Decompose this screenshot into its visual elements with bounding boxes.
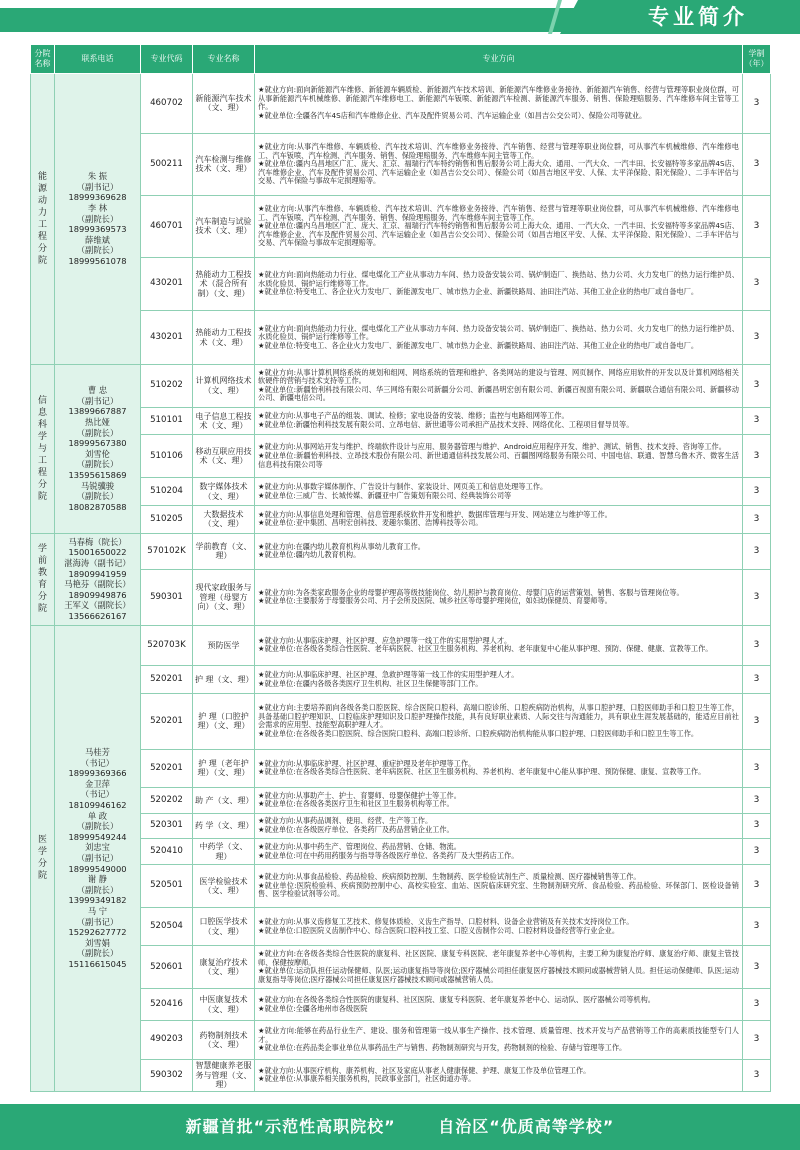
contact-line: 18999369366	[68, 768, 127, 779]
major-direction	[255, 666, 743, 694]
major-name: 热能动力工程技术（文、理）	[193, 311, 255, 364]
major-name: 助 产（文、理）	[193, 788, 255, 814]
major-name: 大数据技术（文、理）	[193, 506, 255, 534]
department-name	[31, 533, 55, 625]
direction-text: ★就业方向:从事义齿修复工艺技术、修复体质检、义齿生产指导、口腔材料、设备企业营销及有关技术支持岗位工作。	[258, 917, 634, 926]
contact-line: （副院长）	[76, 491, 119, 502]
major-name: 热能动力工程技术（混合所有制）（文、理）	[193, 257, 255, 310]
major-years: 3	[743, 74, 771, 134]
direction-text: ★就业单位:三威广告、长城传媒、新疆亚中广告策划有限公司、经典装饰公司等	[258, 490, 512, 500]
contact-line: （副书记）	[76, 852, 119, 863]
contact-line: 马艳芬（副院长）	[64, 579, 131, 590]
major-years: 3	[743, 1021, 771, 1060]
table-row	[31, 693, 771, 749]
contact-line: 刘忠宝	[85, 842, 110, 853]
major-years: 3	[743, 133, 771, 195]
major-code: 520202	[141, 788, 193, 814]
major-years: 3	[743, 749, 771, 788]
department-name-text: 能源动力工程分院	[37, 171, 47, 266]
contact-line: 马锐骥骏	[80, 480, 115, 491]
major-code: 500211	[141, 133, 193, 195]
contact-line: 13566626167	[68, 610, 127, 621]
contact-line: 朱 振	[87, 171, 108, 182]
major-name: 药物制剂技术（文、理）	[193, 1021, 255, 1060]
slogan-right: 自治区“优质高等学校”	[438, 1117, 615, 1136]
major-direction	[255, 407, 743, 435]
major-direction	[255, 989, 743, 1021]
table-row	[31, 311, 771, 364]
department-name	[31, 364, 55, 533]
table-row	[31, 257, 771, 310]
major-code: 510204	[141, 478, 193, 506]
direction-text: ★就业单位:全疆各汽车4S店和汽车维修企业、汽车及配件贸易公司、汽车运输企业（如昌吉公交公司）、保险公司等就业。	[258, 111, 647, 121]
direction-text: ★就业单位:亚中集团、昌明宏创科技、麦趣尔集团、浩博科技等公司。	[258, 518, 483, 528]
major-direction	[255, 788, 743, 814]
table-row	[31, 907, 771, 946]
direction-text: ★就业单位:在各级各类综合性医院、老年病医院、社区卫生服务机构、养老机构、老年康复中心能从事护理、预防保健、康复、宣教等工作。	[258, 767, 706, 777]
contact-line: 13899667887	[68, 406, 127, 417]
major-direction	[255, 625, 743, 666]
direction-text: ★就业方向:从事临床护理、社区护理、重症护理及老年护理等工作。	[258, 758, 476, 768]
col-header-department: 分院名称	[31, 45, 55, 74]
major-direction	[255, 195, 743, 257]
direction-text: ★就业单位:从事康养相关服务机构，民政事业部门，社区街道办等。	[258, 1074, 476, 1084]
contact-line: 湛海涛（副书记）	[64, 558, 131, 568]
col-header-code: 专业代码	[141, 45, 193, 74]
major-name: 汽车制造与试验技术（文、理）	[193, 195, 255, 257]
contact-line: 李 林	[87, 203, 108, 214]
major-direction	[255, 569, 743, 625]
major-code: 520703K	[141, 625, 193, 666]
major-direction	[255, 478, 743, 506]
direction-text: ★就业单位:运动队担任运动保健师、队医;运动康复指导等岗位;医疗器械公司担任康复医疗器械技术顾问或器械营销人员。担任运动保健师、队医;运动康复指导等岗位;医疗器械公司担任康复医疗器械技术顾问或器械营销人员。	[258, 966, 739, 984]
direction-text: ★就业单位:疆内乌昌地区广汇、庞大、汇京、福瑞行汽车特约销售和售后服务公司上海大众、通用、一汽大众、一汽丰田、长安福特等多家品牌4S店、汽车维修企业、汽车及配件贸易公司、汽车运输企业（如昌吉公交公司）、保险公司（如昌吉地区平安、人保、太平洋保险、阳光保险）、二手车评估与交易、汽车保险与事故车定损理赔等。	[258, 159, 739, 186]
direction-text: ★就业方向:从事信息处理和管理、信息管理系统软件开发和维护、数据库管理与开发、网站建立与维护等工作。	[258, 509, 612, 519]
contact-line: 18999567380	[68, 438, 127, 449]
major-years: 3	[743, 435, 771, 478]
major-code: 520504	[141, 907, 193, 946]
contact-line: 18999549000	[68, 863, 127, 874]
major-direction	[255, 907, 743, 946]
direction-text: ★就业方向:面向热能动力行业、煤电煤化工产业从事动力车间、热力设备安装公司、锅炉制造厂、换热站、热力公司、火力发电厂的热力运行维护员、水质化验员、锅炉运行维修等工作。	[258, 270, 739, 288]
contact-line: （副书记）	[76, 395, 119, 406]
major-name: 汽车检测与维修技术（文、理）	[193, 133, 255, 195]
major-years: 3	[743, 865, 771, 908]
major-years: 3	[743, 569, 771, 625]
major-name: 药 学（文、理）	[193, 813, 255, 839]
direction-text: ★就业方向:从事助产士、护士、育婴师、母婴保健护士等工作。	[258, 790, 461, 800]
major-years: 3	[743, 1059, 771, 1091]
major-code: 490203	[141, 1021, 193, 1060]
direction-text: ★就业单位:特变电工、各企业火力发电厂、新能源发电厂、城市热力企业、新疆铁路局、油田注汽站、其他工业企业的热电厂或自备电厂。	[258, 340, 699, 350]
major-name: 预防医学	[193, 625, 255, 666]
major-name: 护 理（文、理）	[193, 666, 255, 694]
contact-line: 刘雪娟	[85, 937, 110, 948]
major-years: 3	[743, 813, 771, 839]
major-code: 520601	[141, 946, 193, 989]
col-header-direction: 专业方向	[255, 45, 743, 74]
department-name-text: 医学分院	[37, 835, 47, 882]
table-body	[31, 74, 771, 1092]
direction-text: ★就业单位:医院检验科、疾病预防控制中心、高校实验室、血站、医院临床研究室、生物制剂研究所、食品检验、药品检验、环保部门、医检设备销售、医学检验试剂等公司。	[258, 880, 739, 899]
major-code: 460702	[141, 74, 193, 134]
table-row	[31, 1059, 771, 1091]
direction-text: ★就业单位:新疆怡利科技、立昂技术股份有限公司、新世通通信科技发展公司、百疆图网络服务有限公司、中国电信、联通、智慧乌鲁木齐、微客生活信息科技有限公司等	[258, 451, 739, 469]
direction-text: ★就业单位:全疆各地州市各级医院	[258, 1003, 368, 1013]
direction-text: ★就业方向:从事计算机网络系统的规划和组网、网络系统的管理和维护、各类网站的建设与管理、网页制作、网络应用软件的开发以及计算机网络相关软硬件的营销与技术支持等工作。	[258, 367, 739, 386]
major-code: 460701	[141, 195, 193, 257]
direction-text: ★就业单位:在各级各类口腔医院、综合医院口腔科、高端口腔诊所、口腔疾病防治机构能从事口腔护理、口腔医师助手和口腔卫生等工作。	[258, 728, 699, 738]
col-header-phone: 联系电话	[55, 45, 141, 74]
major-years: 3	[743, 788, 771, 814]
major-code: 520416	[141, 989, 193, 1021]
major-direction	[255, 749, 743, 788]
table-row	[31, 946, 771, 989]
direction-text: ★就业方向:从事数字媒体制作、广告设计与制作、家装设计、网页美工和信息处理等工作。	[258, 482, 548, 492]
contact-line: （副院长）	[76, 213, 119, 224]
department-contacts	[55, 364, 141, 533]
major-direction	[255, 74, 743, 134]
major-direction	[255, 506, 743, 534]
major-years: 3	[743, 506, 771, 534]
major-code: 520201	[141, 666, 193, 694]
direction-text: ★就业方向:从事汽车维修、车辆质检、汽车技术培训、汽车维修业务接待、汽车销售、经营与管理等职业岗位群，可从事汽车机械维修、汽车维修电工、汽车钣喷、汽车检测、汽车服务、销售、保险理赔服务、汽车维修车间主管等工作。	[258, 141, 739, 160]
contact-line: 刘雪伦	[85, 448, 110, 459]
table-row	[31, 666, 771, 694]
table-row	[31, 813, 771, 839]
contact-line: 13999349182	[68, 895, 127, 906]
table-row	[31, 435, 771, 478]
major-code: 510101	[141, 407, 193, 435]
major-code: 590302	[141, 1059, 193, 1091]
contact-line: 单 政	[87, 810, 108, 821]
major-direction	[255, 311, 743, 364]
major-years: 3	[743, 625, 771, 666]
table-row	[31, 364, 771, 407]
major-years: 3	[743, 989, 771, 1021]
contact-line: 15001650022	[68, 547, 127, 558]
major-years: 3	[743, 195, 771, 257]
direction-text: ★就业方向:在各级各类综合性医院的康复科、社区医院、康复专科医院、老年康复养老中心、运动队、医疗器械公司等机构。	[258, 995, 655, 1005]
direction-text: ★就业单位:在药品类企事业单位从事药品生产与销售、药物制剂研究与开发，药物制剂的检验、存储与管理等工作。	[258, 1043, 627, 1053]
major-name: 康复治疗技术（文、理）	[193, 946, 255, 989]
contact-line: 王军义（副院长）	[64, 600, 131, 611]
contact-line: 曹 忠	[87, 385, 108, 396]
major-name: 现代家政服务与管理（母婴方向）（文、理）	[193, 569, 255, 625]
contact-line: 热比娅	[85, 417, 110, 428]
major-name: 护 理（老年护理）（文、理）	[193, 749, 255, 788]
major-direction	[255, 865, 743, 908]
contact-line: 18999561078	[68, 256, 127, 267]
direction-text: ★就业单位:口腔医院义齿制作中心、综合医院口腔科技工室、口腔义齿制作公司、口腔材料设备经营等行业企业。	[258, 925, 620, 935]
major-name: 中医康复技术（文、理）	[193, 989, 255, 1021]
contact-line: （副院长）	[76, 459, 119, 470]
major-direction	[255, 693, 743, 749]
direction-text: ★就业方向:从事中药生产、管理岗位、药品营销、仓储、物流。	[258, 842, 461, 852]
major-name: 中药学（文、理）	[193, 839, 255, 865]
major-direction	[255, 533, 743, 569]
page-header	[0, 0, 800, 34]
contact-line: 18999549244	[68, 831, 127, 842]
table-row	[31, 1021, 771, 1060]
footer-slogans	[0, 1104, 800, 1150]
major-years: 3	[743, 666, 771, 694]
major-years: 3	[743, 839, 771, 865]
contact-line: （副书记）	[76, 181, 119, 192]
major-direction	[255, 1021, 743, 1060]
direction-text: ★就业方向:从事电子产品的组装、调试、检修；家电设备的安装、维修；监控与电路组网等工作。	[258, 411, 569, 421]
table-row	[31, 749, 771, 788]
direction-text: ★就业单位:疆内乌昌地区广汇、庞大、汇京、福瑞行汽车特约销售和售后服务公司上海大众、通用、一汽大众、一汽丰田、长安福特等多家品牌4S店、汽车维修企业、汽车及配件贸易公司、汽车运输企业（如昌吉公交公司）、保险公司（如昌吉地区平安、人保、太平洋保险、阳光保险）、二手车评估与交易、汽车保险与事故车定损理赔等。	[258, 221, 739, 248]
table-row	[31, 478, 771, 506]
major-direction	[255, 133, 743, 195]
direction-text: ★就业方向:从事药品调剂、使用、经营、生产等工作。	[258, 816, 433, 826]
major-code: 520301	[141, 813, 193, 839]
contact-line: 谢 静	[87, 874, 108, 885]
direction-text: ★就业单位:在各级医疗单位、各类药厂及药品营销企业工作。	[258, 825, 454, 835]
direction-text: ★就业单位:在疆内各级各类医疗卫生机构、社区卫生保健等部门工作。	[258, 678, 483, 688]
contact-line: （副院长）	[76, 821, 119, 832]
direction-text: ★就业单位:疆内幼儿教育机构。	[258, 550, 361, 560]
table-row	[31, 865, 771, 908]
direction-text: ★就业方向:从事食品检验、药品检验、疾病预防控制、生物制药、医学检验试剂生产、质量检测、医疗器械销售等工作。	[258, 872, 641, 882]
col-header-years: 学制（年）	[743, 45, 771, 74]
footer-banner	[0, 1104, 800, 1150]
contact-line: （副院长）	[76, 427, 119, 438]
major-name: 智慧健康养老服务与管理（文、理）	[193, 1059, 255, 1091]
page-title: 专业简介	[648, 5, 748, 29]
contact-line: 18909949876	[68, 589, 127, 600]
major-years: 3	[743, 311, 771, 364]
major-code: 520201	[141, 749, 193, 788]
major-name: 新能源汽车技术（文、理）	[193, 74, 255, 134]
contact-line: （副院长）	[76, 884, 119, 895]
major-years: 3	[743, 407, 771, 435]
major-code: 430201	[141, 257, 193, 310]
contact-line: 18999369573	[68, 224, 127, 235]
table-row	[31, 625, 771, 666]
major-code: 520410	[141, 839, 193, 865]
major-direction	[255, 1059, 743, 1091]
contact-line: 15116615045	[68, 958, 127, 969]
direction-text: ★就业方向:从事临床护理、社区护理、应急护理等一线工作的实用型护理人才。	[258, 635, 512, 645]
major-direction	[255, 364, 743, 407]
major-code: 430201	[141, 311, 193, 364]
table-row	[31, 533, 771, 569]
table-row	[31, 569, 771, 625]
contact-line: 18109946162	[68, 800, 127, 810]
direction-text: ★就业方向:从事汽车维修、车辆质检、汽车技术培训、汽车维修业务接待、汽车销售、经营与管理等职业岗位群，可从事汽车机械维修、汽车维修电工、汽车钣喷、汽车检测、汽车服务、销售、保险理赔服务、汽车维修车间主管等工作。	[258, 203, 739, 222]
contact-line: 薛维斌	[85, 234, 110, 245]
direction-text: ★就业方向:在疆内幼儿教育机构从事幼儿教育工作。	[258, 541, 425, 551]
direction-text: ★就业单位:在各级各类综合性医院、老年病医院、社区卫生服务机构、养老机构、老年康复中心能从事护理、预防、保健、健康、宣教等工作。	[258, 644, 713, 654]
major-years: 3	[743, 478, 771, 506]
col-header-name: 专业名称	[193, 45, 255, 74]
major-name: 移动互联应用技术（文、理）	[193, 435, 255, 478]
major-years: 3	[743, 533, 771, 569]
major-name: 医学检验技术（文、理）	[193, 865, 255, 908]
direction-text: ★就业单位:新疆怡利科技发展有限公司、立昂电信、新世通等公司承担产品技术支持、网络优化、工程项目督导员等。	[258, 420, 634, 430]
major-years: 3	[743, 946, 771, 989]
direction-text: ★就业方向:从事临床护理、社区护理、急救护理等第一线工作的实用型护理人才。	[258, 669, 519, 679]
contact-line: 马春梅（院长）	[68, 536, 127, 547]
direction-text: ★就业方向:从事网站开发与维护、终端软件设计与应用、服务器管理与维护、Android应用程序开发、维护、测试、销售、技术支持、咨询等工作。	[258, 442, 726, 452]
contact-line: 13595615869	[68, 470, 127, 481]
direction-text: ★就业单位:可在中药用药服务与指导等各级医疗单位、各类药厂及大型药店工作。	[258, 850, 519, 860]
department-contacts	[55, 533, 141, 625]
major-years: 3	[743, 257, 771, 310]
direction-text: ★就业单位:新疆怡利科技有限公司、华三网络有限公司新疆分公司、新疆昌明宏创有限公司、新疆百视窗有限公司、新疆联合通信有限公司、新疆移动公司、新疆电信公司。	[258, 384, 739, 403]
contact-line: 马桂芳	[85, 747, 110, 758]
table-row	[31, 506, 771, 534]
contact-line: （副书记）	[76, 916, 119, 927]
direction-text: ★就业方向:面向热能动力行业、煤电煤化工产业从事动力车间、热力设备安装公司、锅炉制造厂、换热站、热力公司、火力发电厂的热力运行维护员、水质化验员、锅炉运行维修等工作。	[258, 323, 739, 342]
majors-table	[30, 44, 771, 1092]
major-direction	[255, 257, 743, 310]
major-code: 510205	[141, 506, 193, 534]
major-direction	[255, 946, 743, 989]
major-code: 510106	[141, 435, 193, 478]
table-header-row	[31, 45, 771, 74]
major-direction	[255, 435, 743, 478]
major-name: 口腔医学技术（文、理）	[193, 907, 255, 946]
major-code: 520201	[141, 693, 193, 749]
direction-text: ★就业方向:主要培养面向各级各类口腔医院、综合医院口腔科、高端口腔诊所、口腔疾病防治机构，从事口腔护理、口腔医师助手和口腔卫生等工作，具备基础口腔护理知识、口腔临床护理知识及口腔护理操作技能，具有良好职业素质、人际交往与沟通能力，具有职业生涯发展基础的，能适应目前社会需求的应用型、技能型高职护理人才。	[258, 703, 739, 730]
major-code: 510202	[141, 364, 193, 407]
table-row	[31, 788, 771, 814]
table-row	[31, 989, 771, 1021]
department-name	[31, 74, 55, 365]
direction-text: ★就业方向:从事医疗机构、康养机构、社区及家庭从事老人健康保健、护理、康复工作及单位管理工作。	[258, 1065, 591, 1075]
direction-text: ★就业单位:特变电工、各企业火力发电厂、新能源发电厂、城市热力企业、新疆铁路局、油田注汽站、其他工业企业的热电厂或自备电厂。	[258, 287, 699, 297]
direction-text: ★就业方向:为各类家政服务企业的母婴护理高等级技能岗位、幼儿照护与教育岗位、母婴门店的运营策划、销售、客服与管理岗位等。	[258, 587, 684, 597]
department-name	[31, 625, 55, 1091]
major-name: 数字媒体技术（文、理）	[193, 478, 255, 506]
major-direction	[255, 839, 743, 865]
direction-text: ★就业方向:面向新能源汽车维修、新能源车辆质检、新能源汽车技术培训、新能源汽车维修业务接待、新能源汽车销售、经营与管理等职业岗位群，可从事新能源汽车机械维修、新能源汽车维修电工、新能源汽车钣喷、新能源汽车检测、新能源汽车服务、销售、保险理赔服务、汽车维修车间主管等工作。	[258, 85, 739, 112]
direction-text: ★就业方向:在各级各类综合性医院的康复科、社区医院、康复专科医院、老年康复养老中心等机构，主要工种为康复治疗师、康复治疗师、康复主管技师、保健按摩师。	[258, 949, 739, 967]
table-row	[31, 74, 771, 134]
header-bar	[0, 8, 575, 32]
department-contacts	[55, 625, 141, 1091]
department-contacts	[55, 74, 141, 365]
contact-line: （书记）	[80, 789, 115, 800]
table-row	[31, 839, 771, 865]
contact-line: （副院长）	[76, 948, 119, 959]
major-code: 590301	[141, 569, 193, 625]
major-name: 计算机网络技术（文、理）	[193, 364, 255, 407]
direction-text: ★就业单位:主要服务于母婴服务公司、月子会所及医院、城乡社区等母婴护理岗位，如妇幼保健员、育婴师等。	[258, 596, 612, 606]
direction-text: ★就业方向:能够在药品行业生产、建设、服务和管理第一线从事生产操作、技术管理、质量管理、技术开发与产品营销等工作的高素质技能型专门人才。	[258, 1026, 739, 1044]
department-name-text: 信息科学与工程分院	[37, 395, 47, 502]
major-name: 护 理（口腔护理）（文、理）	[193, 693, 255, 749]
contact-line: （书记）	[80, 757, 115, 768]
contact-line: 金卫萍	[85, 778, 110, 789]
major-name: 电子信息工程技术（文、理）	[193, 407, 255, 435]
major-name: 学前教育（文、理）	[193, 533, 255, 569]
direction-text: ★就业单位:在各级各类医疗卫生和社区卫生服务机构等工作。	[258, 799, 454, 809]
contact-line: 15292627772	[68, 927, 127, 938]
major-years: 3	[743, 364, 771, 407]
contact-line: （副院长）	[76, 245, 119, 256]
department-name-text: 学前教育分院	[37, 544, 47, 615]
major-code: 570102K	[141, 533, 193, 569]
major-code: 520501	[141, 865, 193, 908]
table-row	[31, 133, 771, 195]
major-direction	[255, 813, 743, 839]
contact-line: 18909941959	[68, 568, 127, 579]
contact-line: 18082870588	[68, 501, 127, 512]
table-row	[31, 195, 771, 257]
table-row	[31, 407, 771, 435]
slogan-left: 新疆首批“示范性高职院校”	[185, 1117, 396, 1136]
major-years: 3	[743, 907, 771, 946]
contact-line: 18999369628	[68, 192, 127, 203]
contact-line: 马 宁	[87, 905, 108, 916]
major-years: 3	[743, 693, 771, 749]
